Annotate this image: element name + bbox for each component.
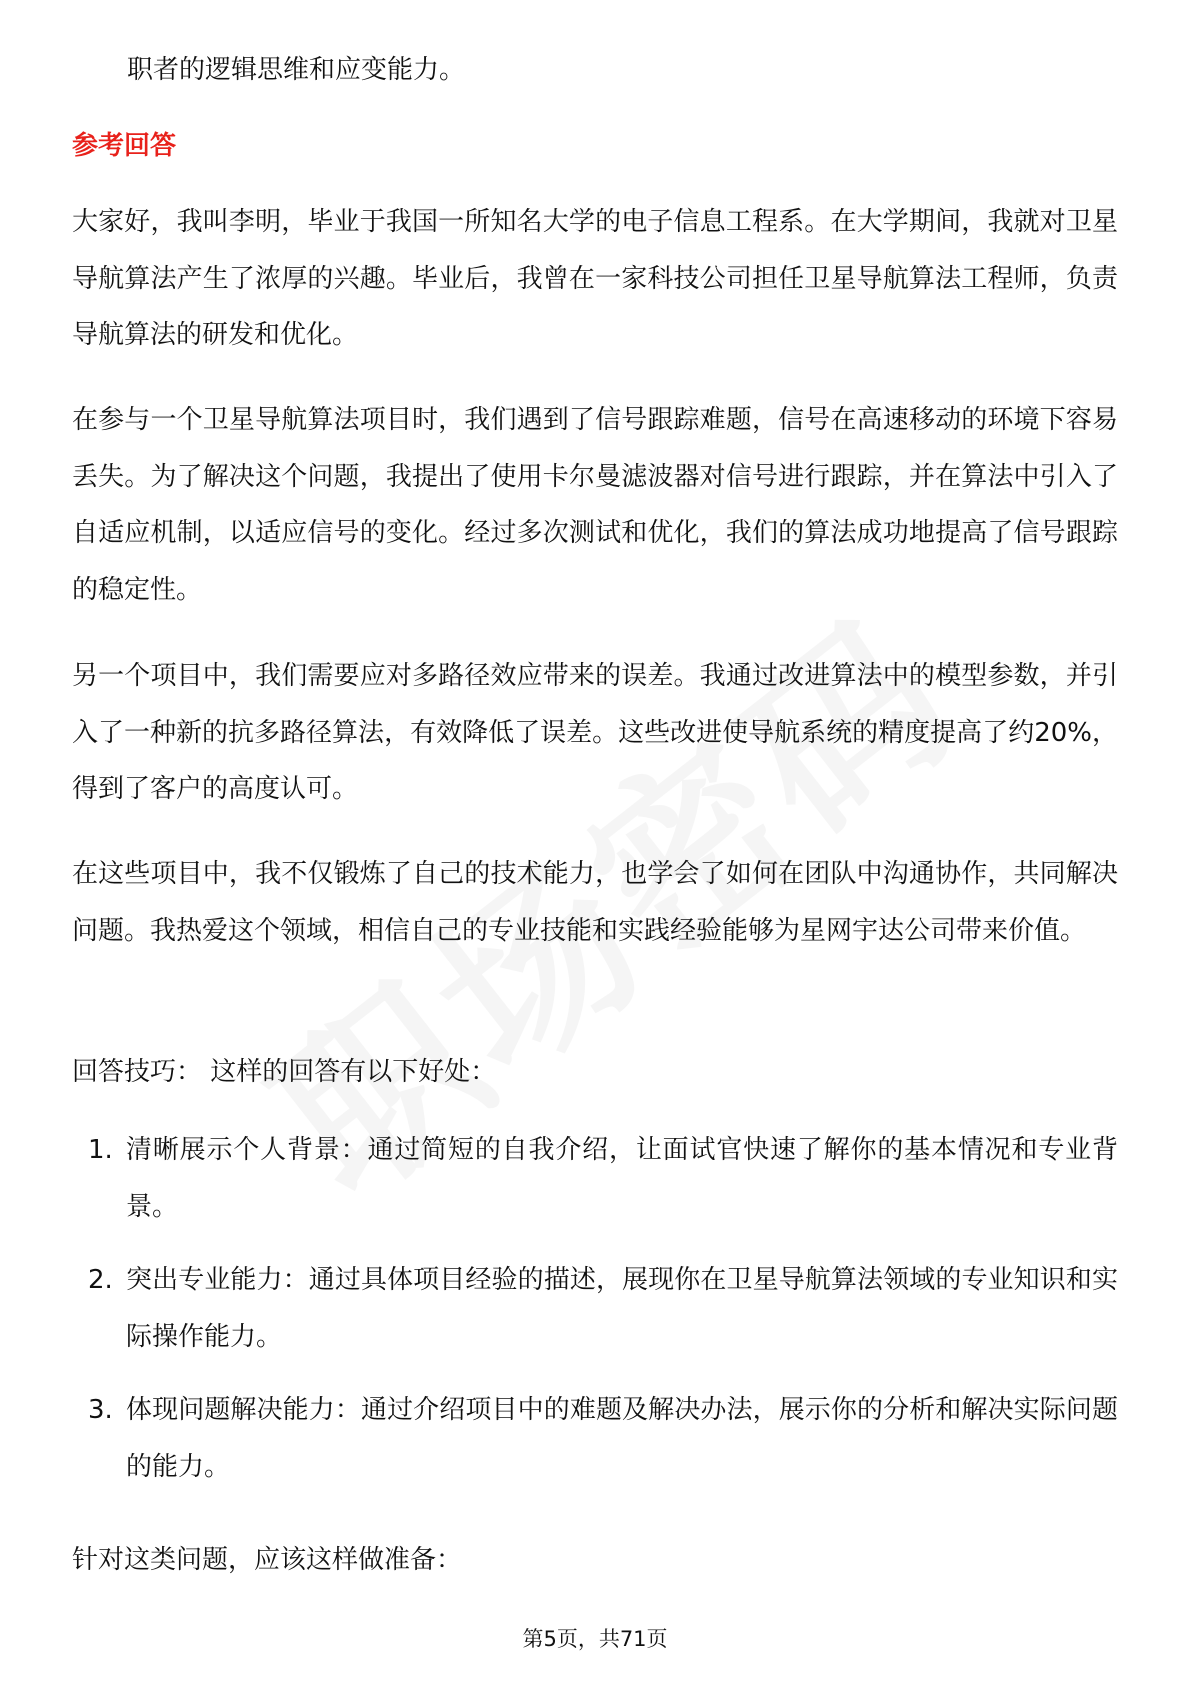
- page-number-footer: 第5页，共71页: [522, 1627, 668, 1651]
- list-item-text: 突出专业能力：通过具体项目经验的描述，展现你在卫星导航算法领域的专业知识和实际操作能力。: [126, 1265, 1118, 1352]
- paragraph-project-signal-tracking: 在参与一个卫星导航算法项目时，我们遇到了信号跟踪难题，信号在高速移动的环境下容易丢失。为了解决这个问题，我提出了使用卡尔曼滤波器对信号进行跟踪，并在算法中引入了自适应机制，以适应信号的变化。经过多次测试和优化，我们的算法成功地提高了信号跟踪的稳定性。: [72, 405, 1118, 605]
- tips-intro: 回答技巧： 这样的回答有以下好处：: [72, 1057, 497, 1087]
- paragraph-introduction: 大家好，我叫李明，毕业于我国一所知名大学的电子信息工程系。在大学期间，我就对卫星导航算法产生了浓厚的兴趣。毕业后，我曾在一家科技公司担任卫星导航算法工程师，负责导航算法的研发和优化。: [72, 207, 1118, 350]
- continued-text-line: 职者的逻辑思维和应变能力。: [127, 55, 466, 85]
- paragraph-conclusion: 在这些项目中，我不仅锻炼了自己的技术能力，也学会了如何在团队中沟通协作，共同解决问题。我热爱这个领域，相信自己的专业技能和实践经验能够为星网宇达公司带来价值。: [72, 859, 1118, 946]
- section-title-reference-answer: 参考回答: [72, 131, 177, 161]
- preparation-line: 针对这类问题，应该这样做准备：: [72, 1545, 463, 1575]
- list-item: [72, 1382, 1118, 1495]
- paragraph-project-multipath: 另一个项目中，我们需要应对多路径效应带来的误差。我通过改进算法中的模型参数，并引入了一种新的抗多路径算法，有效降低了误差。这些改进使导航系统的精度提高了约20%，得到了客户的高度认可。: [72, 661, 1118, 804]
- tips-list: [72, 1122, 1118, 1512]
- list-item: [72, 1252, 1118, 1365]
- list-item-text: 清晰展示个人背景：通过简短的自我介绍，让面试官快速了解你的基本情况和专业背景。: [126, 1135, 1118, 1222]
- list-item-text: 体现问题解决能力：通过介绍项目中的难题及解决办法，展示你的分析和解决实际问题的能力。: [126, 1395, 1118, 1482]
- list-item: [72, 1122, 1118, 1235]
- list-item-number: 2.: [88, 1265, 113, 1295]
- list-item-number: 1.: [88, 1135, 113, 1165]
- list-item-number: 3.: [88, 1395, 113, 1425]
